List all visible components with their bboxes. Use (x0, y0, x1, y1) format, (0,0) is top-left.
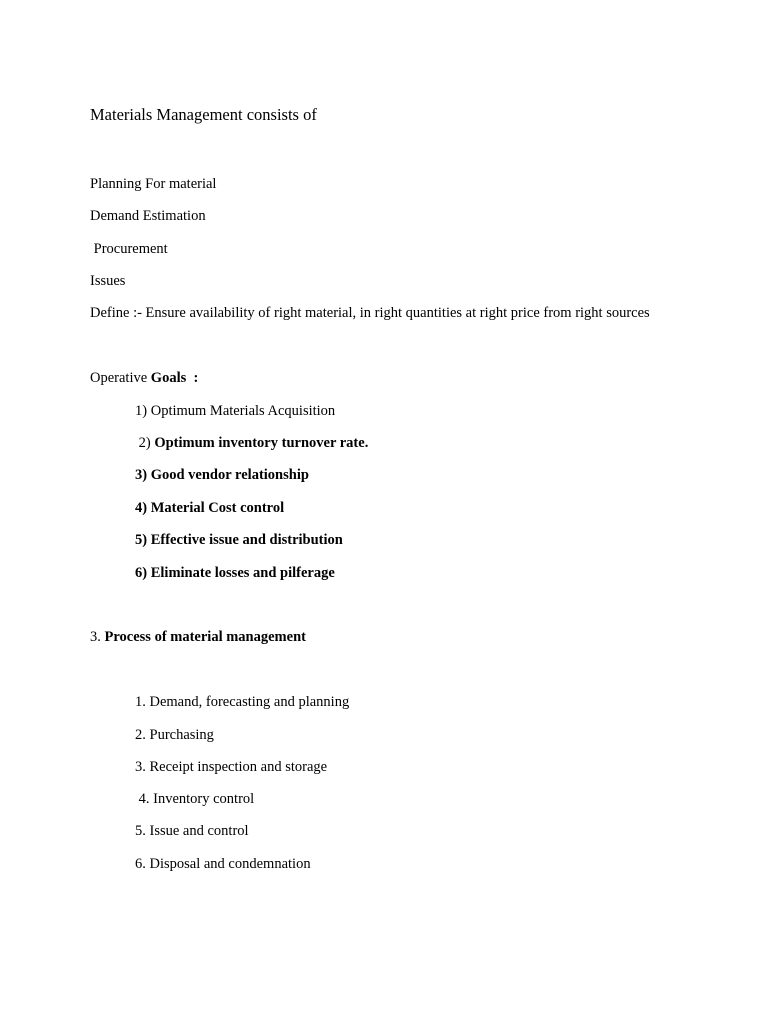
goal-item (135, 564, 335, 582)
process-item: 4. Inventory control (135, 791, 255, 807)
goals-heading (90, 369, 198, 387)
process-item: 5. Issue and control (135, 823, 249, 839)
goals-label: Goals : (150, 370, 199, 386)
process-item: 2. Purchasing (135, 727, 214, 743)
goal-item (135, 531, 343, 549)
component-item: Planning For material (90, 176, 217, 192)
process-number: 3. (90, 629, 105, 645)
document-title: Materials Management consists of (90, 105, 317, 124)
component-item: Issues (90, 273, 126, 289)
goal-number: 2) (135, 435, 155, 451)
goal-item (135, 434, 368, 452)
component-item: Demand Estimation (90, 208, 206, 224)
process-item: 3. Receipt inspection and storage (135, 759, 328, 775)
goal-number: 6) (135, 565, 151, 581)
goal-text: Material Cost control (150, 500, 285, 516)
goal-text: Effective issue and distribution (150, 532, 343, 548)
goal-number: 3) (135, 467, 151, 483)
goal-item (135, 402, 335, 420)
goal-number: 1) (135, 403, 151, 419)
process-item: 6. Disposal and condemnation (135, 856, 311, 872)
goal-text: Optimum Materials Acquisition (150, 403, 336, 419)
goal-text: Good vendor relationship (150, 467, 309, 483)
definition-text: Define :- Ensure availability of right material, in right quantities at right price from right sources (90, 305, 650, 321)
goal-text: Eliminate losses and pilferage (150, 565, 335, 581)
goal-number: 5) (135, 532, 151, 548)
goal-text: Optimum inventory turnover rate. (154, 435, 369, 451)
goal-item (135, 466, 309, 484)
component-item: Procurement (90, 241, 168, 257)
goal-number: 4) (135, 500, 151, 516)
process-heading (90, 628, 306, 646)
process-label: Process of material management (104, 629, 306, 645)
goals-prefix: Operative (90, 370, 151, 386)
process-item: 1. Demand, forecasting and planning (135, 694, 350, 710)
goal-item (135, 499, 284, 517)
